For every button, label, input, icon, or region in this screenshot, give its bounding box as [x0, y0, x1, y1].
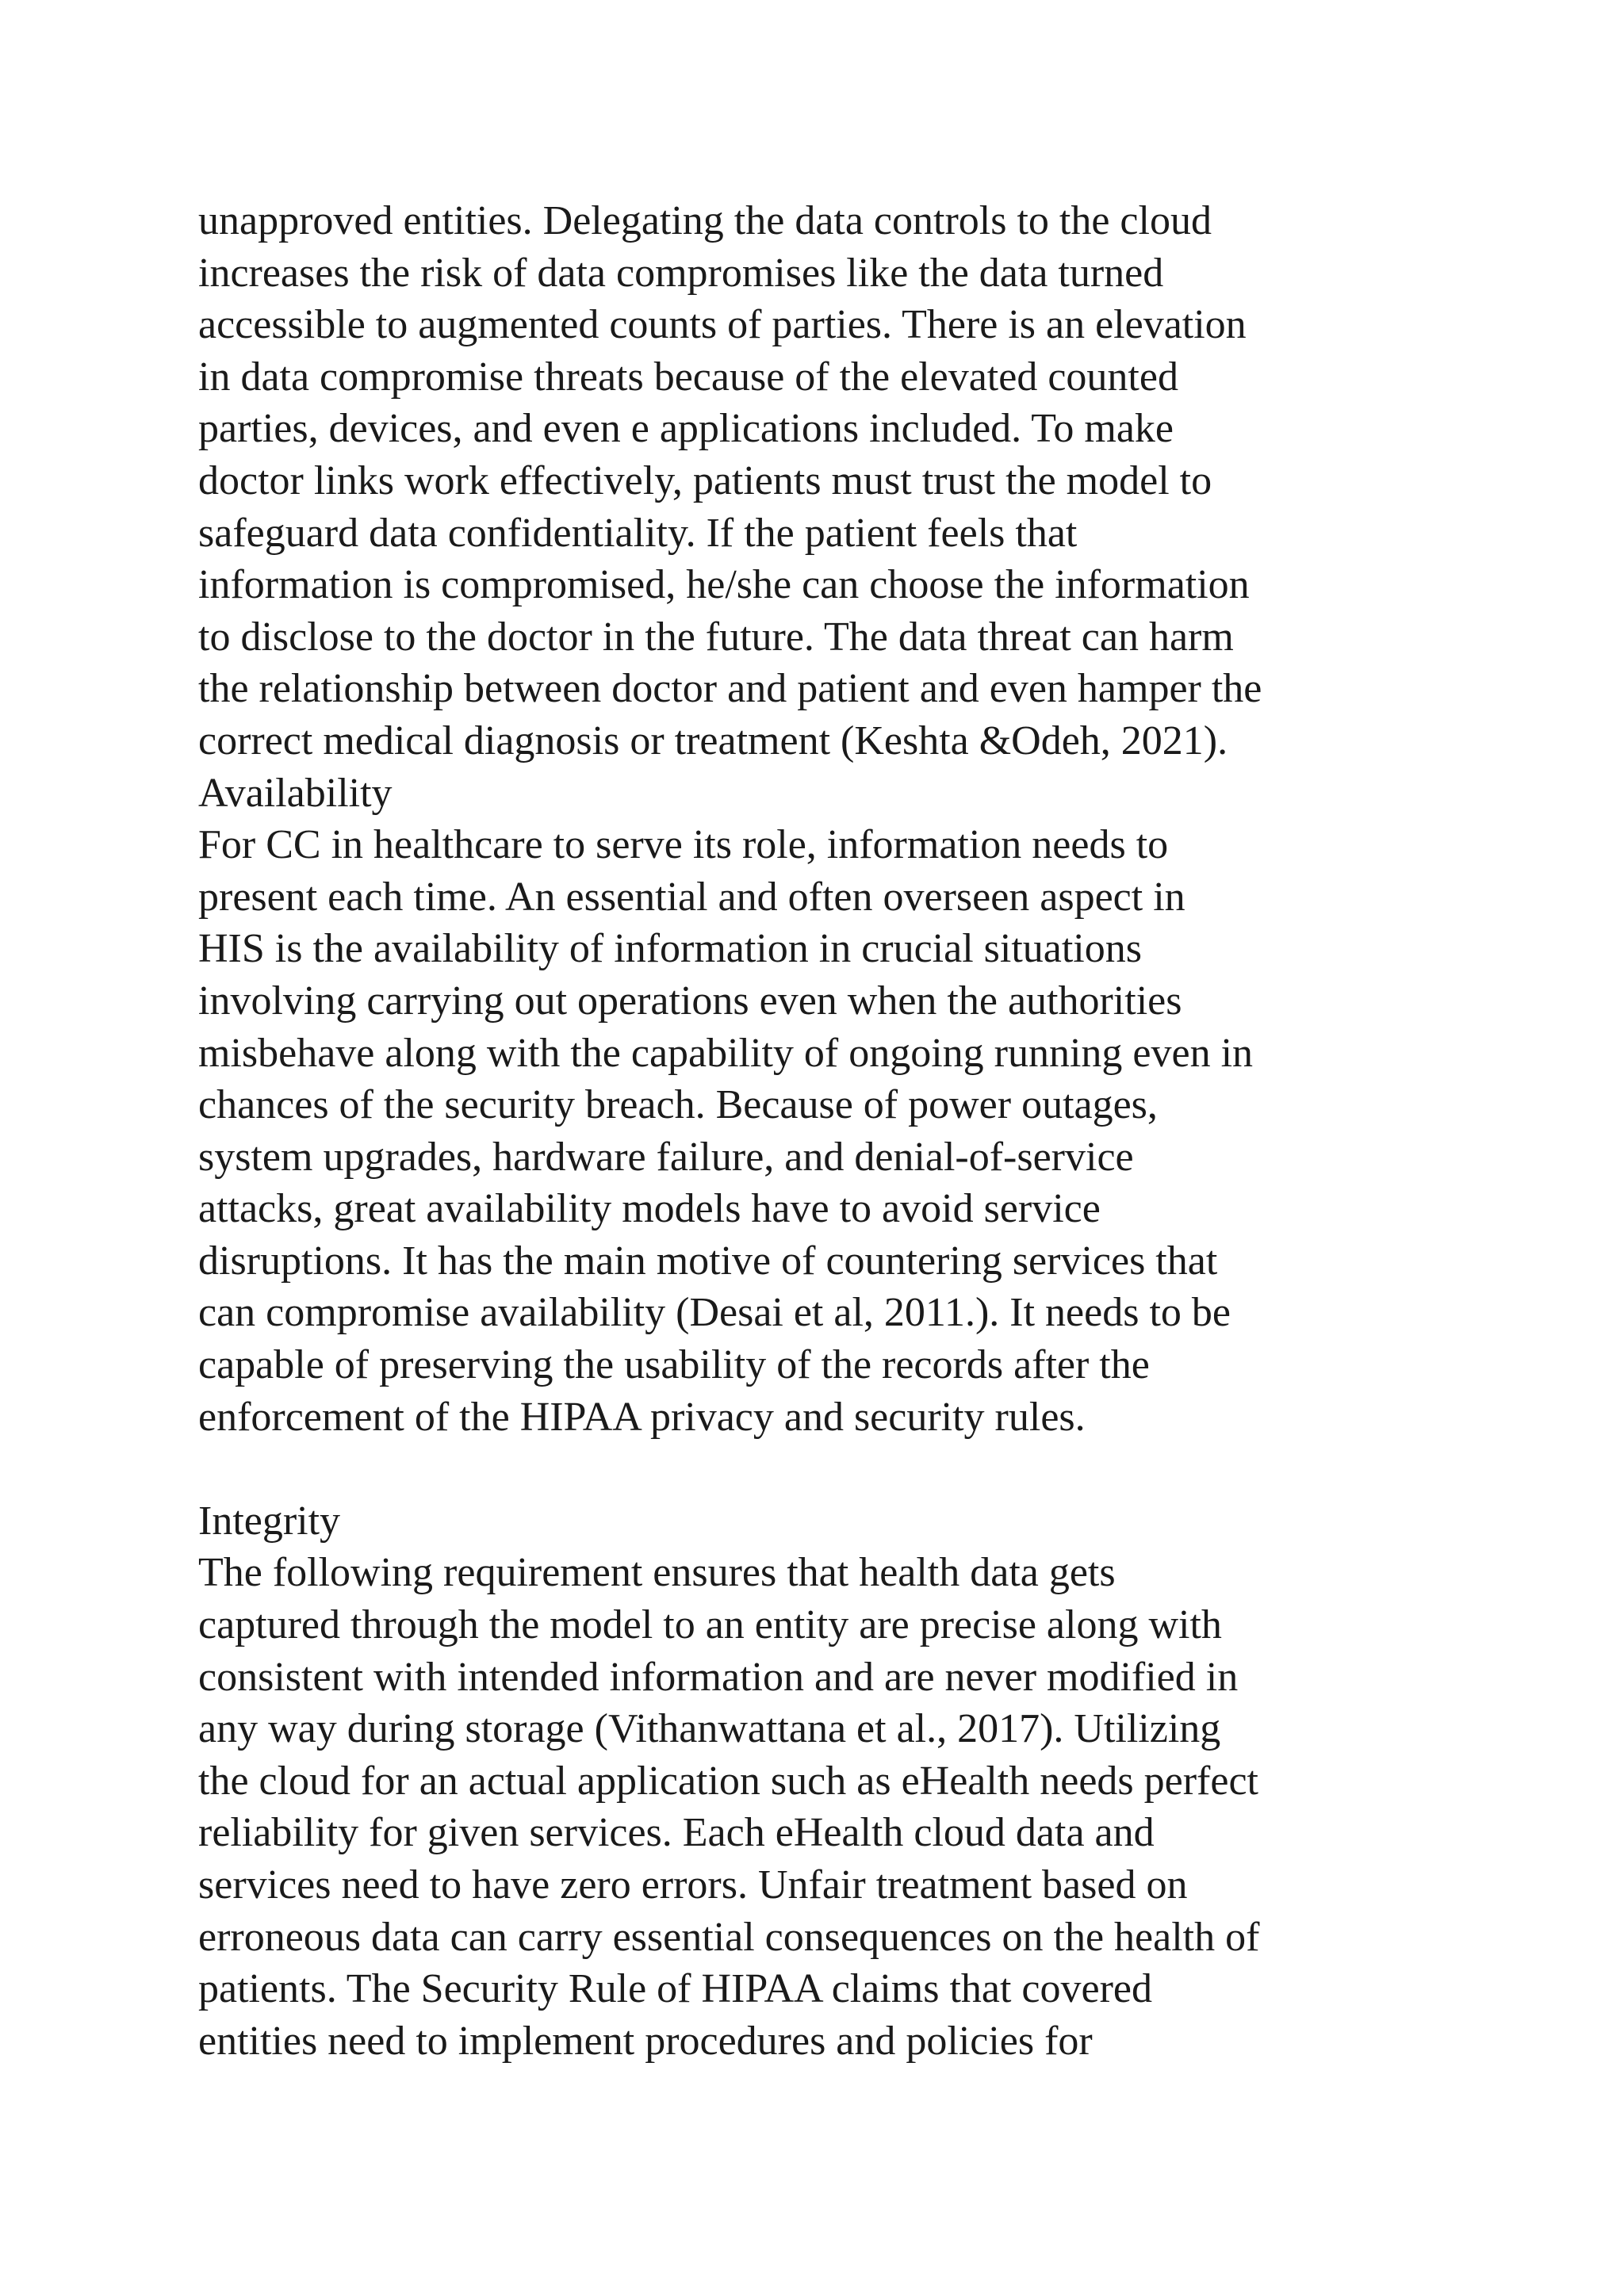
integrity-heading: Integrity — [198, 1498, 341, 1544]
text-line: in data compromise threats because of the elevated counted — [198, 354, 1178, 400]
text-line: patients. The Security Rule of HIPAA claims that covered — [198, 1966, 1152, 2012]
text-line: any way during storage (Vithanwattana et al., 2017). Utilizing — [198, 1706, 1221, 1752]
text-line: The following requirement ensures that health data gets — [198, 1550, 1116, 1596]
text-line: unapproved entities. Delegating the data controls to the cloud — [198, 198, 1212, 243]
text-line: involving carrying out operations even when the authorities — [198, 978, 1182, 1024]
text-line: erroneous data can carry essential consequences on the health of — [198, 1914, 1260, 1960]
text-line: parties, devices, and even e applications included. To make — [198, 406, 1174, 452]
text-line: captured through the model to an entity are precise along with — [198, 1602, 1222, 1648]
availability-heading: Availability — [198, 770, 393, 816]
text-line: to disclose to the doctor in the future. The data threat can harm — [198, 614, 1234, 660]
text-line: the relationship between doctor and patient and even hamper the — [198, 666, 1262, 712]
text-line: accessible to augmented counts of parties. There is an elevation — [198, 302, 1247, 348]
text-line: services need to have zero errors. Unfair treatment based on — [198, 1862, 1188, 1908]
body-text — [198, 195, 1467, 2067]
text-line: information is compromised, he/she can choose the information — [198, 562, 1250, 608]
text-line: disruptions. It has the main motive of countering services that — [198, 1238, 1218, 1284]
text-line: For CC in healthcare to serve its role, information needs to — [198, 822, 1169, 868]
text-line: present each time. An essential and often overseen aspect in — [198, 874, 1185, 920]
text-line: misbehave along with the capability of ongoing running even in — [198, 1030, 1254, 1076]
text-line: doctor links work effectively, patients must trust the model to — [198, 457, 1212, 503]
text-line: attacks, great availability models have to avoid service — [198, 1186, 1101, 1232]
text-line: correct medical diagnosis or treatment (Keshta &Odeh, 2021). — [198, 718, 1228, 763]
text-line: increases the risk of data compromises like the data turned — [198, 250, 1164, 296]
text-line: entities need to implement procedures and policies for — [198, 2018, 1093, 2064]
text-line: safeguard data confidentiality. If the patient feels that — [198, 510, 1078, 556]
paragraph-gap — [198, 1443, 1467, 1495]
text-line: can compromise availability (Desai et al, 2011.). It needs to be — [198, 1290, 1231, 1336]
text-line: the cloud for an actual application such as eHealth needs perfect — [198, 1758, 1258, 1804]
text-line: system upgrades, hardware failure, and denial-of-service — [198, 1134, 1134, 1180]
text-line: reliability for given services. Each eHealth cloud data and — [198, 1810, 1155, 1856]
text-line: HIS is the availability of information in crucial situations — [198, 926, 1142, 972]
text-line: consistent with intended information and are never modified in — [198, 1654, 1239, 1700]
text-line: capable of preserving the usability of the records after the — [198, 1342, 1150, 1388]
text-line: enforcement of the HIPAA privacy and security rules. — [198, 1394, 1086, 1440]
text-line: chances of the security breach. Because of power outages, — [198, 1082, 1158, 1128]
